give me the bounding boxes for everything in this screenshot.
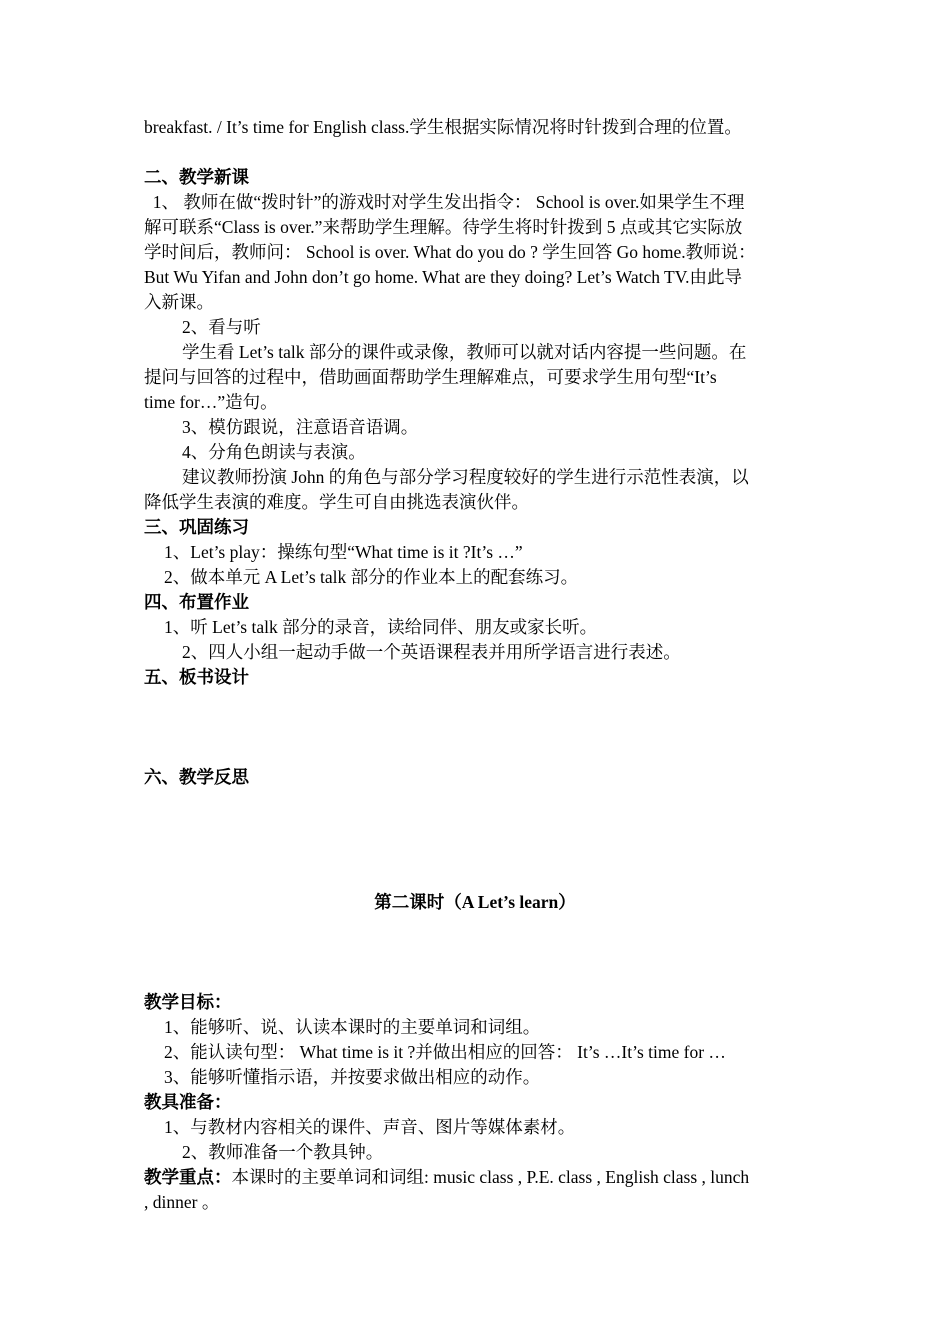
section-heading-new-lesson: 二、教学新课 — [144, 167, 249, 187]
paragraph-line: 2、看与听 — [182, 317, 261, 337]
paragraph-line: 1、 教师在做“拨时针”的游戏时对学生发出指令： School is over.如果学生不理 — [144, 192, 745, 212]
list-item: 1、与教材内容相关的课件、声音、图片等媒体素材。 — [164, 1117, 576, 1137]
paragraph-line: 学时间后，教师问： School is over. What do you do ? 学生回答 Go home.教师说： — [144, 242, 756, 262]
section-heading-objectives: 教学目标： — [144, 992, 232, 1012]
section-heading-practice: 三、巩固练习 — [144, 517, 249, 537]
key-points-line — [144, 1165, 824, 1190]
paragraph-line: 降低学生表演的难度。学生可自由挑选表演伙伴。 — [144, 492, 529, 512]
list-item: 1、能够听、说、认读本课时的主要单词和词组。 — [164, 1017, 541, 1037]
paragraph-line: But Wu Yifan and John don’t go home. What are they doing? Let’s Watch TV.由此导 — [144, 267, 742, 287]
key-points-label: 教学重点： — [144, 1167, 232, 1187]
section-heading-board-design: 五、板书设计 — [144, 667, 249, 687]
paragraph-line: , dinner 。 — [144, 1192, 220, 1212]
lesson-title: 第二课时（A Let’s learn） — [374, 892, 576, 912]
paragraph-line: 建议教师扮演 John 的角色与部分学习程度较好的学生进行示范性表演，以 — [182, 467, 749, 487]
paragraph-line: time for…”造句。 — [144, 392, 278, 412]
paragraph-line: 学生看 Let’s talk 部分的课件或录像，教师可以就对话内容提一些问题。在 — [182, 342, 747, 362]
list-item: 1、Let’s play：操练句型“What time is it ?It’s …” — [164, 542, 523, 562]
section-heading-homework: 四、布置作业 — [144, 592, 249, 612]
list-item: 2、做本单元 A Let’s talk 部分的作业本上的配套练习。 — [164, 567, 579, 587]
paragraph-line: 入新课。 — [144, 292, 214, 312]
list-item: 1、听 Let’s talk 部分的录音，读给同伴、朋友或家长听。 — [164, 617, 598, 637]
paragraph-line: 4、分角色朗读与表演。 — [182, 442, 366, 462]
list-item: 3、能够听懂指示语，并按要求做出相应的动作。 — [164, 1067, 541, 1087]
paragraph-line: 解可联系“Class is over.”来帮助学生理解。待学生将时针拨到 5 点或其它实际放 — [144, 217, 743, 237]
section-heading-reflection: 六、教学反思 — [144, 767, 249, 787]
paragraph-line: 提问与回答的过程中，借助画面帮助学生理解难点，可要求学生用句型“It’s — [144, 367, 717, 387]
paragraph-line: 3、模仿跟说，注意语音语调。 — [182, 417, 419, 437]
list-item: 2、能认读句型： What time is it ?并做出相应的回答： It’s …It’s time for … — [164, 1042, 726, 1062]
key-points-text: 本课时的主要单词和词组: music class , P.E. class , English class , lunch — [231, 1167, 750, 1187]
list-item: 2、教师准备一个教具钟。 — [182, 1142, 384, 1162]
list-item: 2、四人小组一起动手做一个英语课程表并用所学语言进行表述。 — [182, 642, 681, 662]
section-heading-materials: 教具准备： — [144, 1092, 232, 1112]
paragraph-line: breakfast. / It’s time for English class.学生根据实际情况将时针拨到合理的位置。 — [144, 117, 742, 137]
